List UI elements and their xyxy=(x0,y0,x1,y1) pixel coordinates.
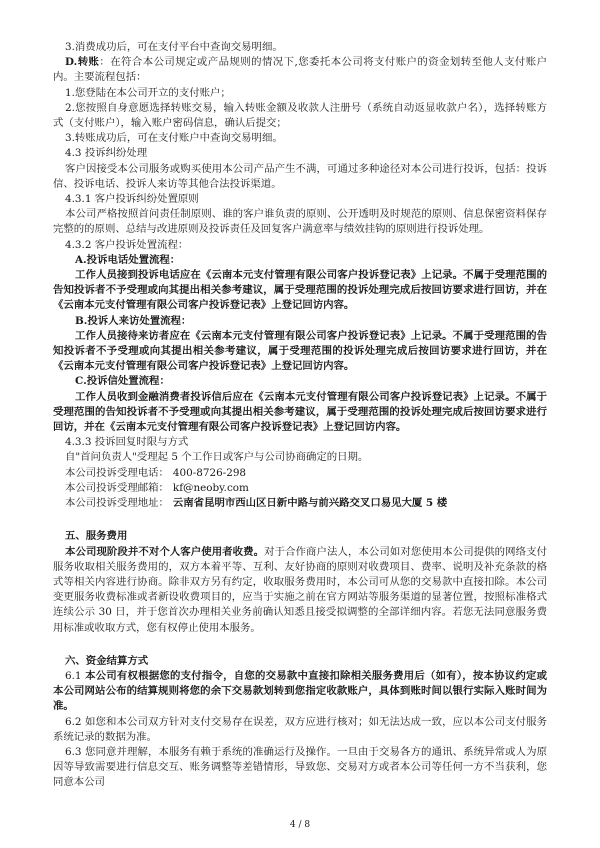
contact-phone-value: 400-8726-298 xyxy=(172,466,247,479)
contact-address-value: 云南省昆明市西山区日新中路与前兴路交叉口易见大厦 5 楼 xyxy=(172,497,448,510)
principles-paragraph: 本公司严格按照首问责任制原则、谁的客户谁负责的原则、公开透明及时规范的原则、信息保密资料保存完整的的原则、总结与改进原则及投诉责任及回复客户满意率与绩效挂钩的原则进行投诉处理。 xyxy=(53,208,547,236)
reply-time-text: 自"首问负责人"受理起 5 个工作日或客户与公司协商确定的日期。 xyxy=(65,451,369,464)
procedure-b-heading: B.投诉人来访处置流程： xyxy=(75,314,192,327)
section-6-3-paragraph: 6.3 您同意并理解，本服务有赖于系统的准确运行及操作。一旦由于交易各方的通讯、系统异常或人为原因等导致需要进行信息交互、账务调整等差错情形，导致您、交易对方或者本公司等任何一方不当获利，您同意本公司 xyxy=(53,745,547,789)
document-page xyxy=(53,40,547,791)
contact-address xyxy=(53,496,547,511)
procedure-a-heading: A.投诉电话处置流程： xyxy=(75,253,181,266)
procedure-a-text: 工作人员接到投诉电话应在《云南本元支付管理有限公司客户投诉登记表》上记录。不属于受理范围的告知投诉者不予受理或向其提出相关参考建议，属于受理范围的投诉处理完成后按回访要求进行回访，并在《云南本元支付管理有限公司客户投诉登记表》上登记回访内容。 xyxy=(53,269,547,312)
contact-email-label: 本公司投诉受理邮箱： xyxy=(65,481,169,494)
contact-email xyxy=(53,481,547,496)
transfer-label: D.转账 xyxy=(65,56,100,69)
page-number: 4 / 8 xyxy=(289,820,311,830)
section-6-title: 六、资金结算方式 xyxy=(65,654,149,667)
text-line: 3.转账成功后，可在支付账户中查询交易明细。 xyxy=(65,132,283,145)
procedure-c-heading: C.投诉信处置流程： xyxy=(75,375,170,388)
subsection-heading: 4.3 投诉纠纷处理 xyxy=(65,147,148,160)
section-6-2-paragraph: 6.2 如您和本公司双方针对支付交易存在误差，双方应进行核对；如无法达成一致，应以本公司支付服务系统记录的数据为准。 xyxy=(53,715,547,743)
section-6-1-paragraph xyxy=(53,669,547,715)
section-5-text: 对于合作商户法人，本公司如对您使用本公司提供的网络支付服务收取相关服务费用的，双方本着平等、互利、友好协商的原则对收费项目、费率、说明及补充条款的格式等相关内容进行协商。除非双方另有约定，收取服务费用时，本公司可从您的交易款中直接扣除。本公司变更服务收费标准或者新设收费项目的，应当于实施之前在官方网站等服务渠道的显著位置，按照标准格式连续公示 30 日，并于您首次办理相关业务前确认知悉且接受拟调整的全部详细内容。若您无法同意服务费用标准或收取方式，您有权停止使用本服务。 xyxy=(53,545,547,634)
section-6-1-text: 本公司有权根据您的支付指令，自您的交易款中直接扣除相关服务费用后（如有），按本协议约定或本公司网站公布的结算规则将您的余下交易款划转到您指定收款账户，具体到账时间以银行实际入账时间为准。 xyxy=(53,669,548,713)
contact-address-label: 本公司投诉受理地址： xyxy=(65,497,169,510)
complaint-intro: 客户因接受本公司服务或购买使用本公司产品产生不满，可通过多种途径对本公司进行投诉，包括：投诉信、投诉电话、投诉人来访等其他合法投诉渠道。 xyxy=(53,162,547,190)
section-5-title: 五、服务费用 xyxy=(65,530,128,543)
contact-phone xyxy=(53,466,547,481)
procedure-b-text: 工作人员接待来访者应在《云南本元支付管理有限公司客户投诉登记表》上记录。不属于受理范围的告知投诉者不予受理或向其提出相关参考建议，属于受理范围的投诉处理完成后按回访要求进行回访，并在《云南本元支付管理有限公司客户投诉登记表》上登记回访内容。 xyxy=(53,329,547,373)
text-line: 2.您按照自身意愿选择转账交易，输入转账金额及收款人注册号（系统自动返显收款户名），选择转账方式（支付账户），输入账户密码信息，确认后提交； xyxy=(53,101,547,130)
section-5-bold-text: 本公司现阶段并不对个人客户使用者收费。 xyxy=(65,545,265,558)
contact-email-value: kf@neoby.com xyxy=(172,481,249,494)
text-line: 1.您登陆在本公司开立的支付账户； xyxy=(65,86,231,99)
transfer-text: ：在符合本公司规定或产品规则的情况下,您委托本公司将支付账户的资金划转至他人支付账户内。主要流程包括： xyxy=(53,56,547,84)
text-line: 3.消费成功后，可在支付平台中查询交易明细。 xyxy=(65,41,283,53)
procedure-c-text: 工作人员收到金融消费者投诉信后应在《云南本元支付管理有限公司客户投诉登记表》上记录。不属于受理范围的告知投诉者不予受理或向其提出相关参考建议，属于受理范围的投诉处理完成后按回访要求进行回访，并在《云南本元支付管理有限公司客户投诉登记表》上登记回访内容。 xyxy=(53,390,547,434)
contact-phone-label: 本公司投诉受理电话： xyxy=(65,466,169,479)
section-5-paragraph xyxy=(53,545,547,636)
subsection-heading: 4.3.2 客户投诉处置流程： xyxy=(65,238,189,251)
transfer-paragraph xyxy=(53,55,547,85)
subsection-heading: 4.3.1 客户投诉纠纷处置原则 xyxy=(65,193,199,206)
section-6-1-number: 6.1 xyxy=(65,669,86,682)
subsection-heading: 4.3.3 投诉回复时限与方式 xyxy=(65,436,189,449)
